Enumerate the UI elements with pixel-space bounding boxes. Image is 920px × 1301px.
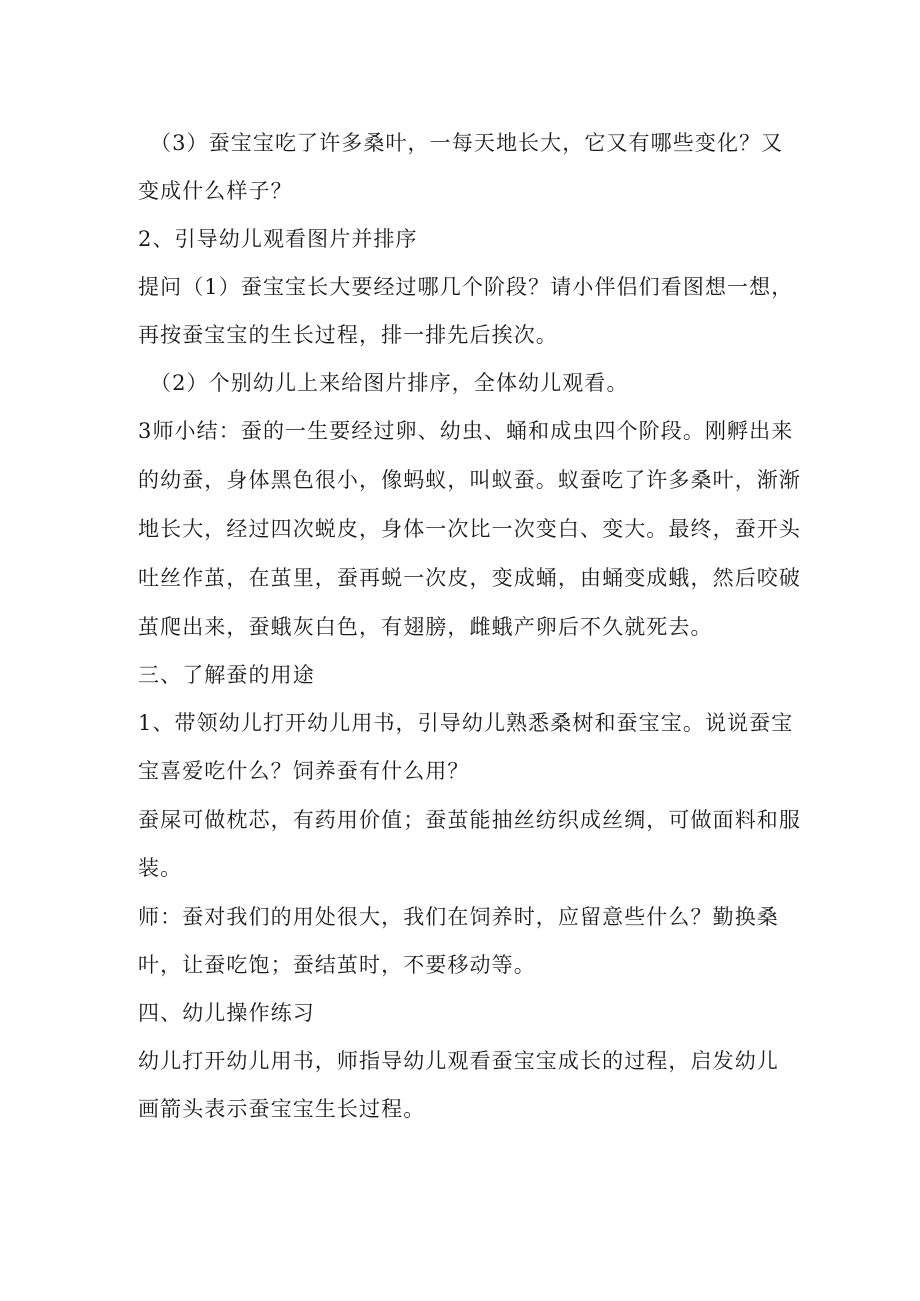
paragraph-line: 3师小结：蚕的一生要经过卵、幼虫、蛹和成虫四个阶段。刚孵出来: [138, 419, 794, 443]
section-subheading: 2、引导幼儿观看图片并排序: [138, 227, 418, 251]
paragraph-line: 的幼蚕，身体黑色很小，像蚂蚁，叫蚁蚕。蚁蚕吃了许多桑叶，渐渐: [138, 468, 801, 492]
paragraph-line: 画箭头表示蚕宝宝生长过程。: [138, 1097, 426, 1121]
paragraph-line: （3）蚕宝宝吃了许多桑叶，一每天地长大，它又有哪些变化？又: [150, 131, 784, 155]
paragraph-line: 变成什么样子？: [138, 179, 293, 203]
paragraph-line: 宝喜爱吃什么？饲养蚕有什么用？: [138, 759, 470, 783]
paragraph-line: （2）个别幼儿上来给图片排序，全体幼儿观看。: [150, 371, 629, 395]
paragraph-line: 叶，让蚕吃饱；蚕结茧时，不要移动等。: [138, 953, 536, 977]
paragraph-line: 提问（1）蚕宝宝长大要经过哪几个阶段？请小伴侣们看图想一想，: [138, 275, 794, 299]
section-heading: 三、了解蚕的用途: [138, 663, 315, 687]
paragraph-line: 吐丝作茧，在茧里，蚕再蜕一次皮，变成蛹，由蛹变成蛾，然后咬破: [138, 566, 801, 590]
paragraph-line: 师：蚕对我们的用处很大，我们在饲养时，应留意些什么？勤换桑: [138, 905, 779, 929]
section-heading: 四、幼儿操作练习: [138, 1001, 315, 1025]
paragraph-line: 地长大，经过四次蜕皮，身体一次比一次变白、变大。最终，蚕开头: [138, 517, 801, 541]
paragraph-line: 蚕屎可做枕芯，有药用价值；蚕茧能抽丝纺织成丝绸，可做面料和服: [138, 808, 801, 832]
paragraph-line: 幼儿打开幼儿用书，师指导幼儿观看蚕宝宝成长的过程，启发幼儿: [138, 1049, 779, 1073]
paragraph-line: 装。: [138, 856, 183, 880]
paragraph-line: 再按蚕宝宝的生长过程，排一排先后挨次。: [138, 323, 558, 347]
paragraph-line: 茧爬出来，蚕蛾灰白色，有翅膀，雌蛾产卵后不久就死去。: [138, 615, 713, 639]
paragraph-line: 1、带领幼儿打开幼儿用书，引导幼儿熟悉桑树和蚕宝宝。说说蚕宝: [138, 711, 794, 735]
